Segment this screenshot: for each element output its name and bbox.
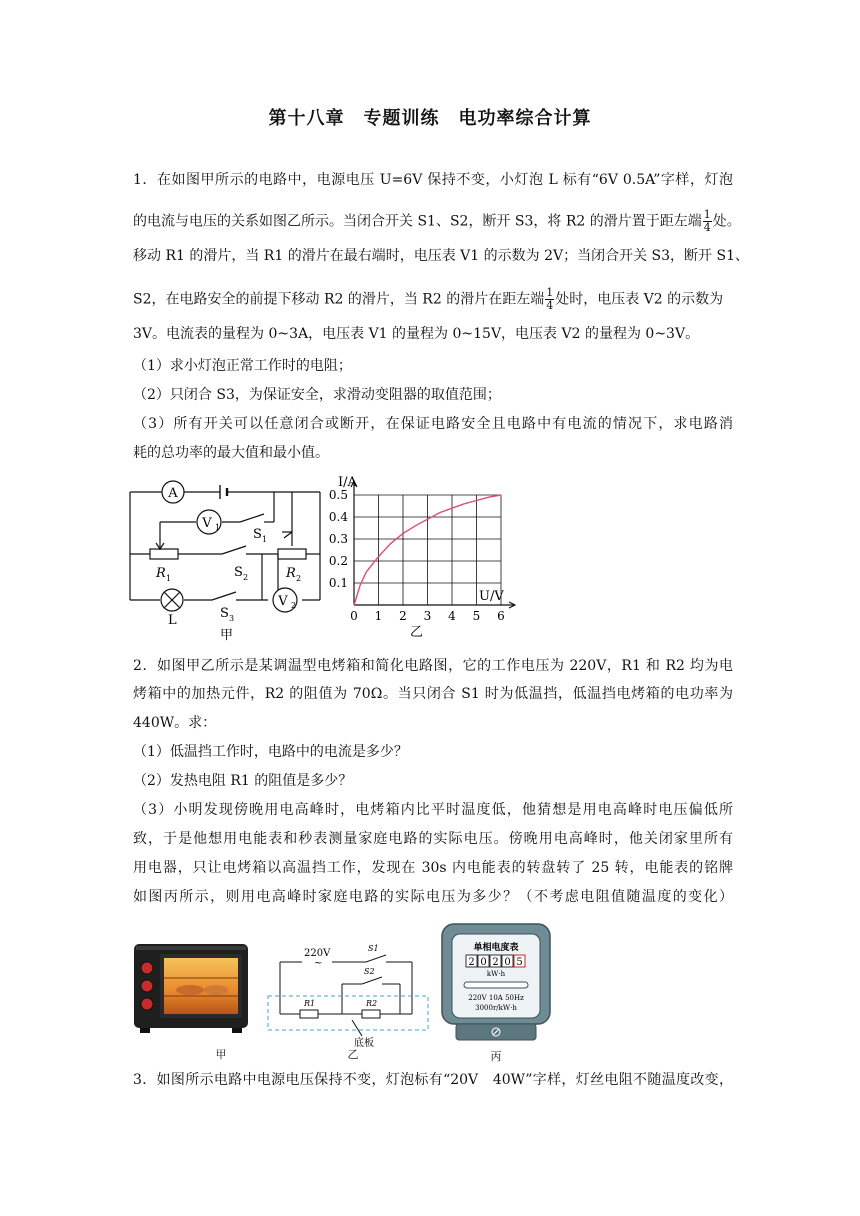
oven-r1-label: R1 [304, 999, 316, 1008]
q1-line-2-text: 的电流与电压的关系如图乙所示。当闭合开关 S1、S2，断开 S3，将 R2 的滑片置于距左端 [133, 213, 702, 230]
fraction-quarter [703, 209, 712, 234]
y-tick-label: 0.5 [328, 488, 348, 502]
s2-label: S [234, 565, 243, 580]
figure-caption-jia-2: 甲 [215, 1048, 227, 1061]
meter-digit: 0 [504, 957, 511, 968]
circuit-diagram-jia [128, 476, 326, 646]
s2-subscript: 2 [243, 573, 249, 582]
oven-knob-icon [141, 998, 153, 1010]
lamp-label: L [168, 613, 177, 628]
q1-line-3: 移动 R1 的滑片，当 R1 的滑片在最右端时，电压表 V1 的示数为 2V；当闭合开关 S3，断开 S1、 [133, 248, 749, 264]
lamp-icon [161, 589, 183, 611]
meter-digit: 0 [480, 957, 487, 968]
figure-caption-yi: 乙 [410, 625, 424, 640]
q2-sub-2: （2）发热电阻 R1 的阻值是多少？ [133, 773, 353, 789]
x-axis-label: U/V [479, 589, 504, 604]
oven-voltage-label: 220V [304, 948, 331, 959]
r1-label: R [156, 566, 166, 581]
q3-line-1: 3．如图所示电路中电源电压保持不变，灯泡标有“20V 40W”字样，灯丝电阻不随温度改变， [133, 1072, 733, 1088]
q2-line-3: 440W。求： [133, 715, 217, 731]
x-tick-label: 3 [423, 609, 432, 623]
q1-line-4-text: S2，在电路安全的前提下移动 R2 的滑片，当 R2 的滑片在距左端 [133, 291, 545, 308]
r1-subscript: 1 [166, 574, 172, 583]
q2-sub-3a: （3）小明发现傍晚用电高峰时，电烤箱内比平时温度低，他猜想是用电高峰时电压偏低所 [133, 802, 733, 818]
page-title: 第十八章 专题训练 电功率综合计算 [268, 108, 592, 129]
s1-subscript: 1 [262, 535, 268, 544]
q1-sub-3a: （3）所有开关可以任意闭合或断开，在保证电路安全且电路中有电流的情况下，求电路消 [133, 416, 733, 432]
meter-unit: kW·h [486, 970, 506, 978]
v2-label: V [278, 594, 288, 609]
fraction-numerator: 1 [546, 286, 554, 299]
x-tick-label: 2 [399, 609, 407, 623]
q1-sub-2: （2）只闭合 S3，为保证安全，求滑动变阻器的取值范围； [133, 387, 501, 403]
s1-label: S [253, 527, 262, 542]
s3-label: S [220, 606, 229, 621]
figure-caption-yi-2: 乙 [347, 1048, 359, 1061]
r2-subscript: 2 [296, 574, 302, 583]
meter-digit: 2 [468, 957, 475, 968]
q2-line-1: 2．如图甲乙所示是某调温型电烤箱和简化电路图，它的工作电压为 220V，R1 和 R2 均为电 [133, 658, 733, 674]
v2-subscript: 2 [291, 601, 297, 610]
v1-subscript: 1 [215, 523, 221, 532]
fraction-denominator: 4 [703, 221, 711, 234]
r2-label: R [286, 566, 296, 581]
meter-digit: 5 [516, 957, 523, 968]
q1-line-2 [133, 208, 741, 234]
q1-line-4-tail: 处时，电压表 V2 的示数为 [555, 291, 724, 308]
q2-sub-3c: 用电器，只让电烤箱以高温挡工作，发现在 30s 内电能表的转盘转了 25 转，电能表的铭牌 [133, 860, 733, 876]
meter-spec: 220V 10A 50Hz [468, 994, 524, 1002]
q1-sub-3b: 耗的总功率的最大值和最小值。 [133, 445, 329, 461]
energy-meter-illustration [440, 922, 552, 1046]
iu-graph-yi [326, 472, 516, 646]
meter-digit: 2 [492, 957, 499, 968]
fraction-quarter-2 [545, 287, 554, 312]
oven-r2-label: R2 [366, 999, 378, 1008]
x-tick-label: 4 [448, 609, 456, 623]
y-axis-label: I/A [338, 475, 357, 490]
q2-sub-1: （1）低温挡工作时，电路中的电流是多少？ [133, 744, 408, 760]
q1-line-4 [133, 287, 733, 312]
figure-caption-jia: 甲 [220, 628, 234, 643]
fraction-numerator: 1 [703, 208, 711, 221]
figure-caption-bing: 丙 [490, 1050, 502, 1063]
q2-sub-3d: 如图丙所示，则用电高峰时家庭电路的实际电压为多少？（不考虑电阻值随温度的变化） [133, 889, 733, 905]
x-tick-label: 0 [350, 609, 358, 623]
q1-line-1: 1．在如图甲所示的电路中，电源电压 U=6V 保持不变，小灯泡 L 标有“6V 0.5A”字样，灯泡 [133, 172, 733, 188]
s3-subscript: 3 [229, 614, 235, 623]
v1-label: V [202, 516, 212, 531]
oven-s2-label: S2 [364, 967, 375, 976]
q1-line-5: 3V。电流表的量程为 0~3A，电压表 V1 的量程为 0~15V，电压表 V2 的量程为 0~3V。 [133, 326, 700, 342]
meter-disc [464, 982, 528, 988]
meter-rev-rate: 3000r/kW·h [475, 1004, 517, 1012]
y-tick-label: 0.4 [328, 510, 348, 524]
q2-sub-3b: 致，于是他想用电能表和秒表测量家庭电路的实际电压。傍晚用电高峰时，他关闭家里所有 [133, 831, 733, 847]
ac-symbol: ~ [314, 958, 323, 969]
y-tick-label: 0.3 [328, 532, 348, 546]
oven-s1-label: S1 [368, 944, 379, 953]
fraction-denominator: 4 [546, 299, 554, 312]
q2-line-2: 烤箱中的加热元件，R2 的阻值为 70Ω。当只闭合 S1 时为低温挡，低温挡电烤箱的电功率为 [133, 686, 733, 702]
x-tick-label: 6 [497, 609, 505, 623]
base-plate-label: 底板 [354, 1038, 374, 1049]
x-tick-label: 1 [374, 609, 383, 623]
oven-knob-icon [141, 962, 153, 974]
q1-line-2-tail: 处。 [712, 213, 741, 230]
q1-sub-1: （1）求小灯泡正常工作时的电阻； [133, 358, 352, 374]
meter-digits [466, 955, 525, 968]
y-tick-label: 0.1 [328, 576, 348, 590]
x-tick-label: 5 [472, 609, 481, 623]
meter-title: 单相电度表 [473, 943, 519, 953]
oven-circuit-diagram [262, 940, 434, 1050]
y-tick-label: 0.2 [328, 554, 348, 568]
oven-knob-icon [141, 980, 153, 992]
oven-illustration [130, 938, 252, 1036]
ammeter-label: A [168, 486, 178, 501]
